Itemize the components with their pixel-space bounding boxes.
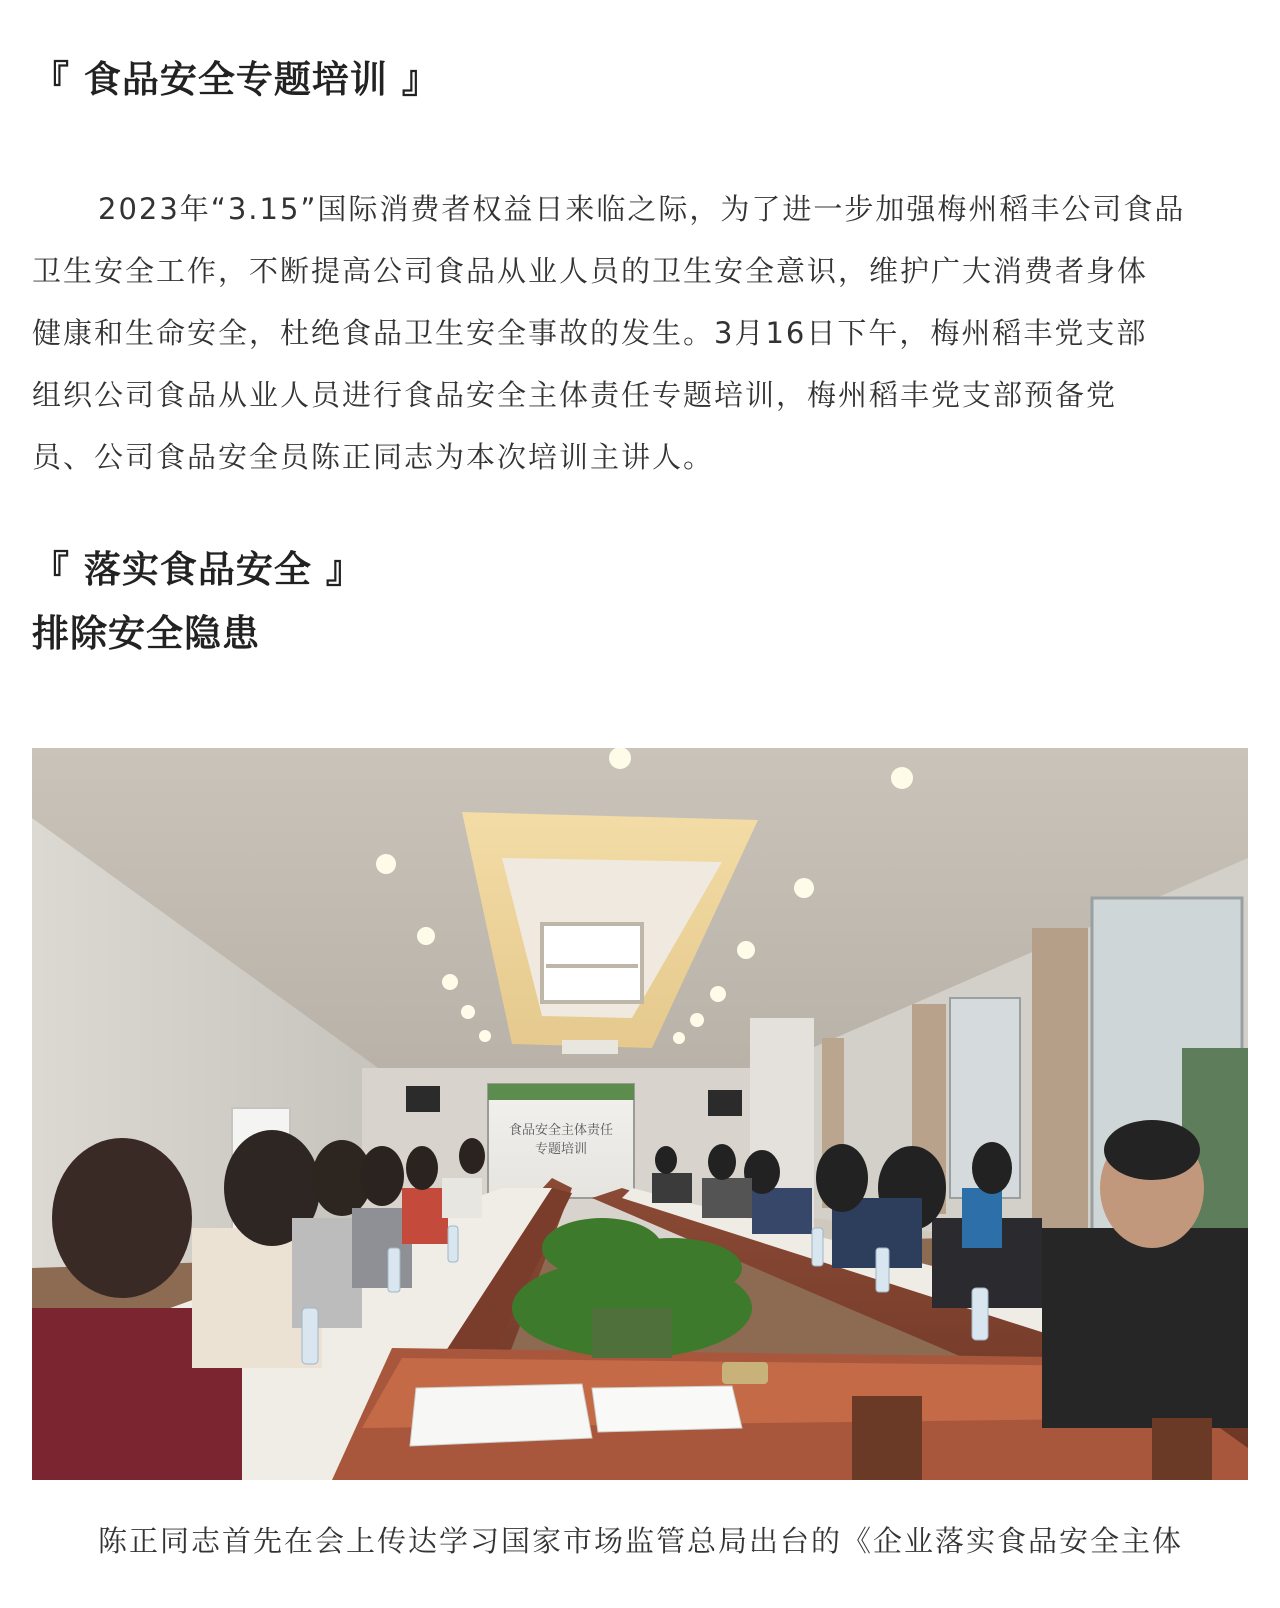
section-subheading: 排除安全隐患 [32, 612, 260, 655]
paragraph-line: 卫生安全工作，不断提高公司食品从业人员的卫生安全意识，维护广大消费者身体 [32, 254, 1149, 288]
screen-title-line1: 食品安全主体责任 [508, 1123, 614, 1138]
paragraph-line: 组织公司食品从业人员进行食品安全主体责任专题培训，梅州稻丰党支部预备党 [32, 378, 1118, 412]
paragraph-line: 2023年“3.15”国际消费者权益日来临之际，为了进一步加强梅州稻丰公司食品 [98, 192, 1186, 226]
section-heading-training: 『 食品安全专题培训 』 [32, 58, 440, 101]
screen-title-line2: 专题培训 [534, 1142, 588, 1157]
paragraph-line: 员、公司食品安全员陈正同志为本次培训主讲人。 [32, 440, 715, 474]
paragraph-line: 陈正同志首先在会上传达学习国家市场监管总局出台的《企业落实食品安全主体 [98, 1524, 1184, 1558]
section-heading-implement: 『 落实食品安全 』 [32, 548, 364, 591]
intro-paragraph [32, 178, 1248, 488]
speech-paragraph [32, 1510, 1248, 1572]
paragraph-line: 健康和生命安全，杜绝食品卫生安全事故的发生。3月16日下午，梅州稻丰党支部 [32, 316, 1148, 350]
meeting-photo [32, 748, 1248, 1480]
